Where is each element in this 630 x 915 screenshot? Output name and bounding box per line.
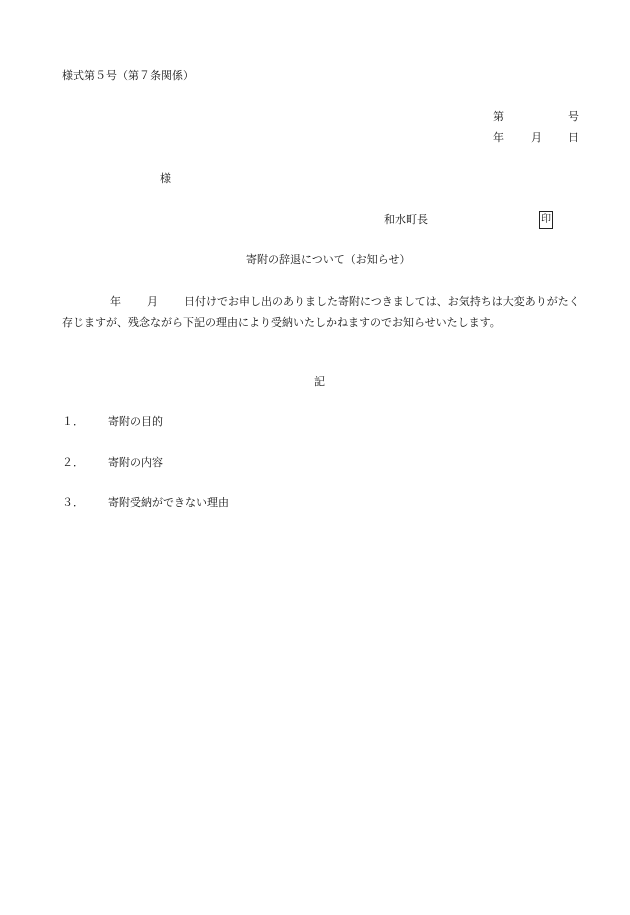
body-year-label: 年 — [110, 295, 121, 308]
document-number-prefix: 第 — [493, 110, 504, 123]
date-year-label: 年 — [493, 131, 504, 144]
body-text: 日付けでお申し出のありました寄附につきましては、お気持ちは大変ありがたく存じますが、残念ながら下記の理由により受納いたしかねますのでお知らせいたします。 — [62, 295, 580, 329]
item-label-reason: 寄附受納ができない理由 — [108, 496, 229, 509]
date-day-label: 日 — [568, 131, 579, 144]
item-label-purpose: 寄附の目的 — [108, 415, 163, 428]
item-number: １． — [62, 415, 84, 428]
item-number: ３． — [62, 496, 84, 509]
item-label-content: 寄附の内容 — [108, 456, 163, 469]
seal-mark: 印 — [539, 211, 553, 229]
item-number: ２． — [62, 456, 84, 469]
sender-title: 和水町長 — [384, 213, 428, 226]
body-month-label: 月 — [147, 295, 158, 308]
document-number-suffix: 号 — [568, 110, 579, 123]
body-paragraph — [62, 291, 582, 333]
form-number: 様式第５号（第７条関係） — [62, 69, 194, 82]
subject-title: 寄附の辞退について（お知らせ） — [246, 253, 411, 266]
addressee-honorific: 様 — [160, 172, 171, 185]
ki-heading: 記 — [314, 375, 325, 388]
date-month-label: 月 — [531, 131, 542, 144]
